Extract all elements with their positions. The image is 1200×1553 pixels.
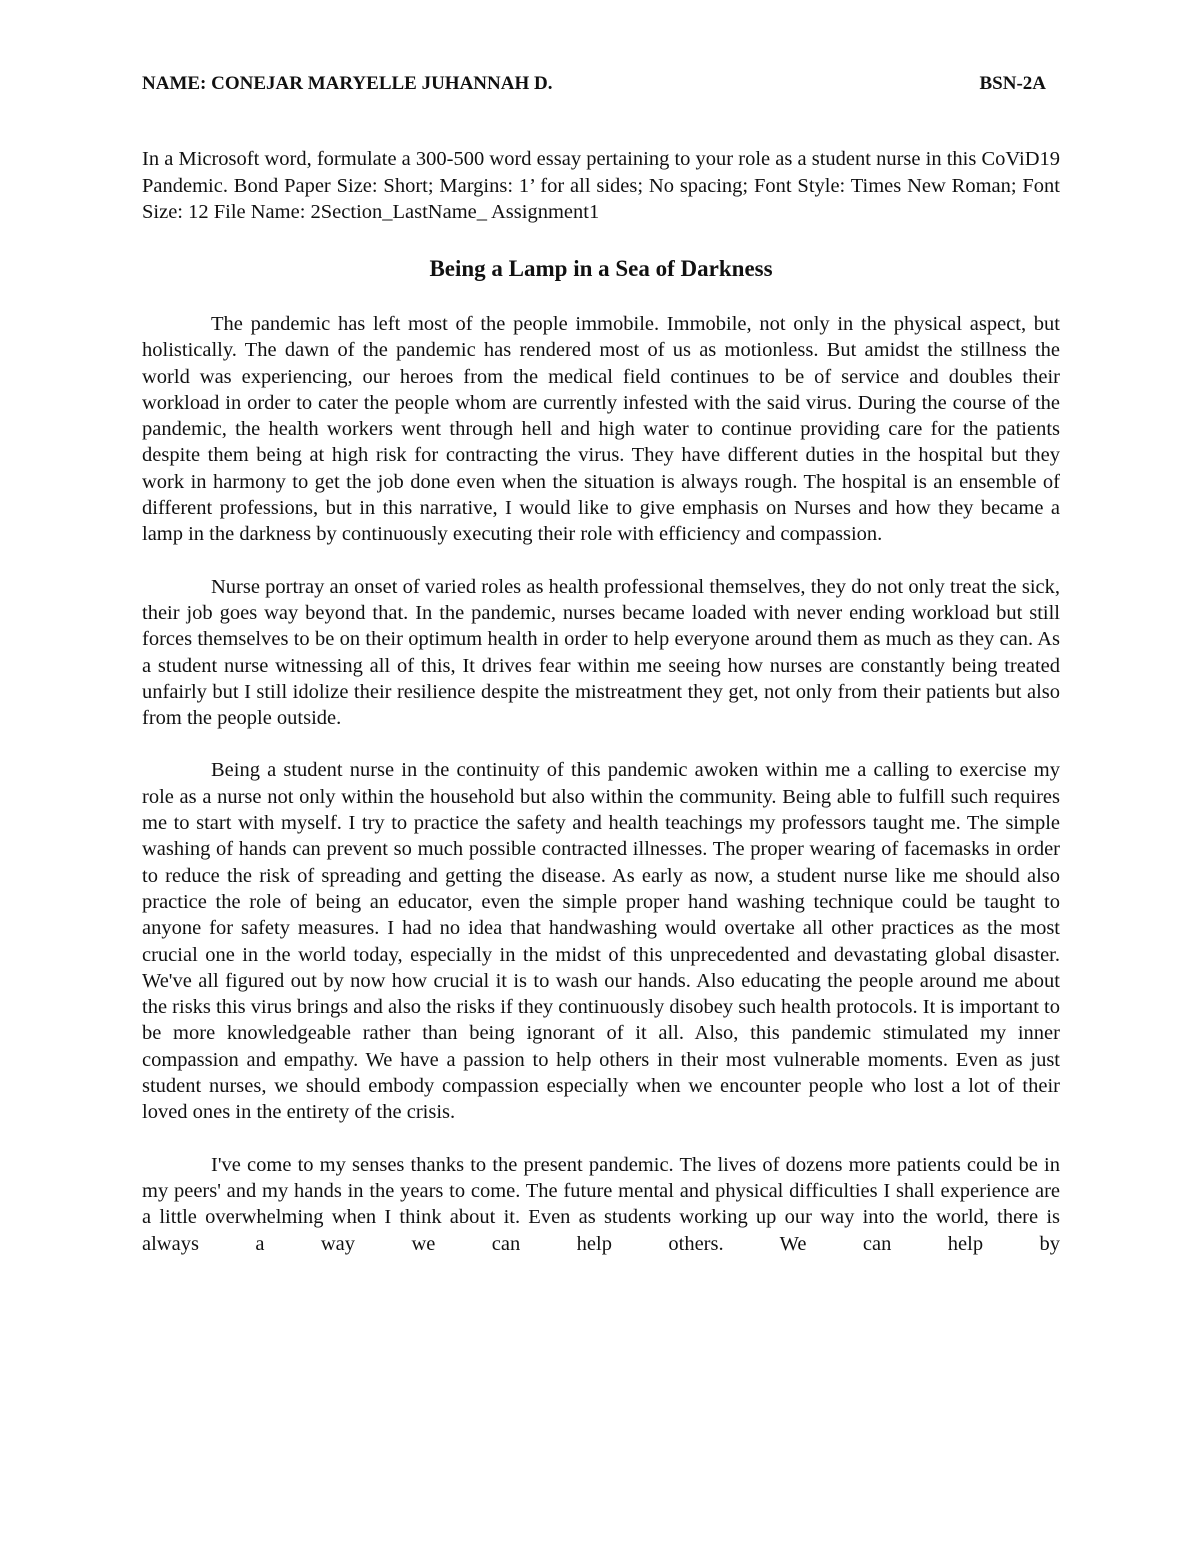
document-header [142,71,1046,97]
student-section: BSN-2A [979,73,1046,94]
essay-paragraph-4: I've come to my senses thanks to the present pandemic. The lives of dozens more patients could be in my peers' and my hands in the years to come. The future mental and physical difficulties I shall experience are a little overwhelming when I think about it. Even as students working up our way into the world, there is always a way we can help others. We can help by [142,1153,1060,1255]
essay-title: Being a Lamp in a Sea of Darkness [429,256,773,281]
essay-paragraph-1: The pandemic has left most of the people immobile. Immobile, not only in the physical aspect, but holistically. The dawn of the pandemic has rendered most of us as motionless. But amidst the stillness the world was experiencing, our heroes from the medical field continues to be of service and doubles their workload in order to cater the people whom are currently infested with the said virus. During the course of the pandemic, the health workers went through hell and high water to continue providing care for the patients despite them being at high risk for contracting the virus. They have different duties in the hospital but they work in harmony to get the job done even when the situation is always rough. The hospital is an ensemble of different professions, but in this narrative, I would like to give emphasis on Nurses and how they became a lamp in the darkness by continuously executing their role with efficiency and compassion. [142,313,1060,546]
student-name: NAME: CONEJAR MARYELLE JUHANNAH D. [142,73,553,94]
assignment-instructions: In a Microsoft word, formulate a 300-500 word essay pertaining to your role as a student nurse in this CoViD19 Pandemic. Bond Paper Size: Short; Margins: 1’ for all sides; No spacing; Font Style: Times New Roman; Font Size: 12 File Name: 2Section_LastName_ Assignment1 [142,148,1060,223]
essay-body [142,311,1060,1257]
essay-paragraph-3: Being a student nurse in the continuity of this pandemic awoken within me a calling to exercise my role as a nurse not only within the household but also within the community. Being able to fulfill such requires me to start with myself. I try to practice the safety and health teachings my professors taught me. The simple washing of hands can prevent so much possible contracted illnesses. The proper wearing of facemasks in order to reduce the risk of spreading and getting the disease. As early as now, a student nurse like me should also practice the role of being an educator, even the simple proper hand washing technique could be taught to anyone for safety measures. I had no idea that handwashing would overtake all other practices as the most crucial one in the world today, especially in the midst of this unprecedented and devastating global disaster. We've all figured out by now how crucial it is to wash our hands. Also educating the people around me about the risks this virus brings and also the risks if they continuously disobey such health protocols. It is important to be more knowledgeable rather than being ignorant of it all. Also, this pandemic stimulated my inner compassion and empathy. We have a passion to help others in their most vulnerable moments. Even as just student nurses, we should embody compassion especially when we encounter people who lost a lot of their loved ones in the entirety of the crisis. [142,759,1060,1124]
essay-paragraph-2: Nurse portray an onset of varied roles as health professional themselves, they do not only treat the sick, their job goes way beyond that. In the pandemic, nurses became loaded with never ending workload but still forces themselves to be on their optimum health in order to help everyone around them as much as they can. As a student nurse witnessing all of this, It drives fear within me seeing how nurses are constantly being treated unfairly but I still idolize their resilience despite the mistreatment they get, not only from their patients but also from the people outside. [142,575,1060,730]
